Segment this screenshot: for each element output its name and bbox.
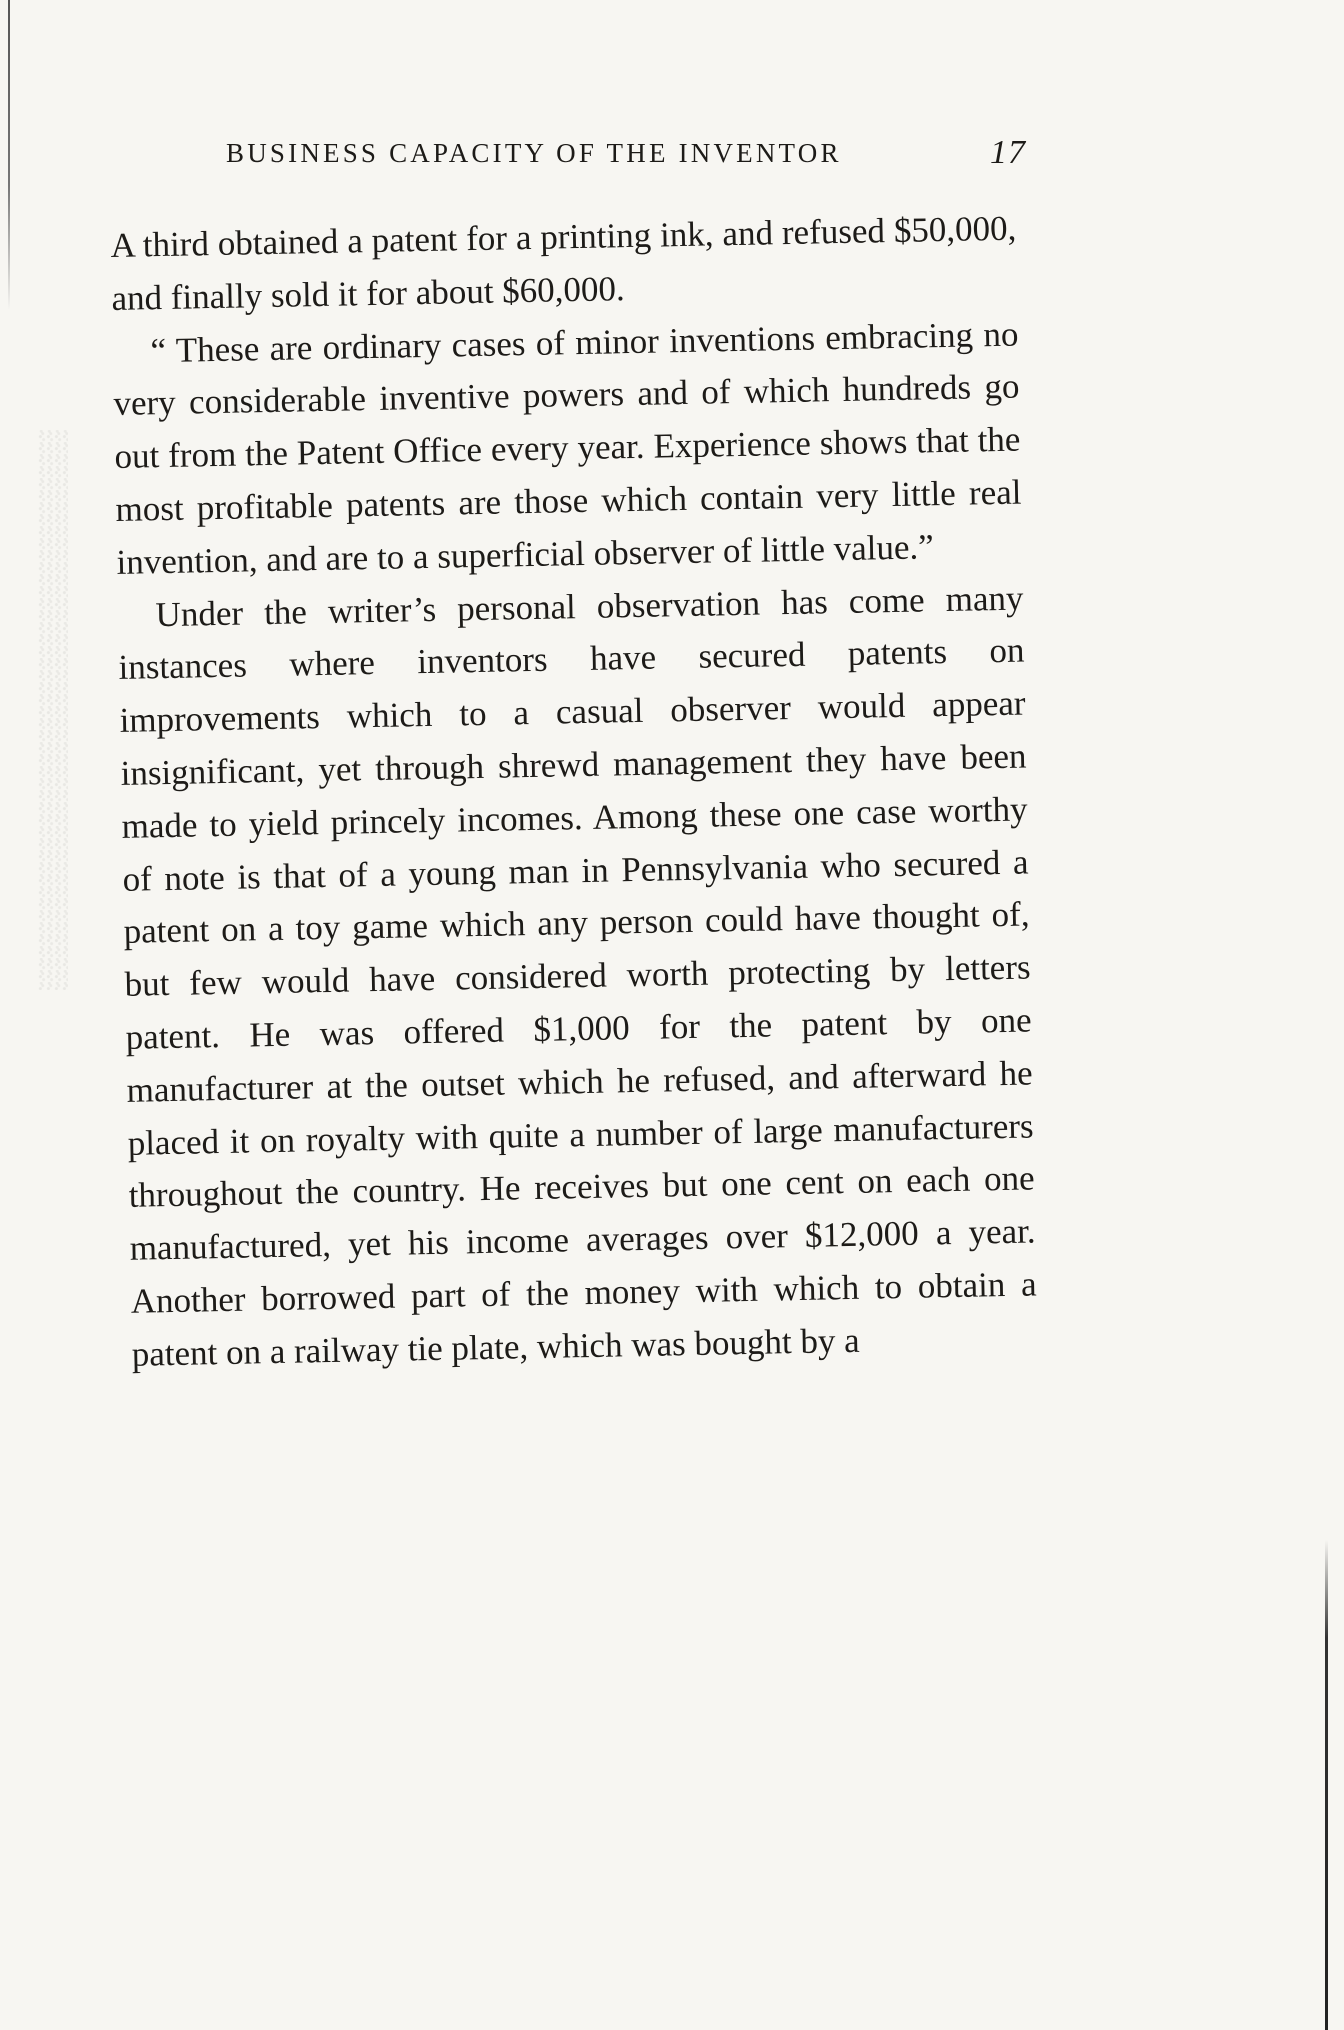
body-text bbox=[110, 203, 1038, 1382]
page-header bbox=[226, 134, 1026, 178]
scan-edge-left bbox=[8, 0, 10, 310]
paragraph-3: Under the writer’s personal observation has come many instances where inventors have secured patents on improvements which to a casual observer would appear insignificant, yet through shrewd management they have been made to yield princely incomes. Among these one case worthy of note is that of a young man in Pennsylvania who secured a patent on a toy game which any person could have thought of, but few would have considered worth protecting by letters patent. He was offered $1,000 for the patent by one manufacturer at the outset which he refused, and afterward he placed it on royalty with quite a number of large manufacturers throughout the country. He receives but one cent on each one manufactured, yet his income averages over $12,000 a year. Another borrowed part of the money with which to obtain a patent on a railway tie plate, which was bought by a bbox=[118, 578, 1037, 1374]
scan-noise bbox=[38, 430, 68, 990]
running-head: BUSINESS CAPACITY OF THE INVENTOR bbox=[226, 138, 842, 168]
page-number: 17 bbox=[990, 134, 1026, 171]
scan-edge-right bbox=[1325, 1540, 1328, 2030]
paragraph-1: A third obtained a patent for a printing ink, and refused $50,000, and finally sold it for about $60,000. bbox=[110, 208, 1017, 318]
paragraph-2: “ These are ordinary cases of minor inventions embracing no very considerable inventive powers and of which hundreds go out from the Patent Office every year. Experience shows that the most profitable patents are those which contain very little real invention, and are to a superficial observer of little value.” bbox=[113, 314, 1022, 582]
